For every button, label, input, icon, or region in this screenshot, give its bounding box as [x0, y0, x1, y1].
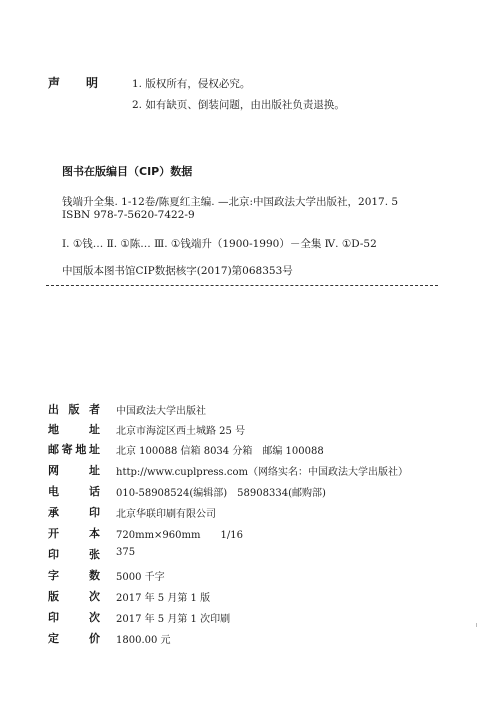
info-label: 邮 寄 地 址 — [48, 443, 100, 456]
margin-mark — [476, 623, 477, 627]
info-value: 北京华联印刷有限公司 — [116, 509, 216, 520]
info-label: 开 本 — [48, 527, 100, 540]
info-label: 承 印 — [48, 506, 100, 519]
cip-line-1: 钱端升全集. 1-12卷/陈夏红主编. —北京:中国政法大学出版社，2017. 5 — [62, 196, 399, 208]
info-value: http://www.cuplpress.com（网络实名：中国政法大学出版社） — [116, 467, 408, 478]
info-value: 375 — [116, 547, 136, 558]
declaration-label-right: 明 — [86, 76, 99, 90]
info-row-price — [48, 630, 468, 646]
declaration-item-1: 1. 版权所有，侵权必究。 — [132, 78, 251, 90]
info-row-publisher — [48, 401, 468, 417]
info-label: 出 版 者 — [48, 403, 100, 416]
declaration-label — [48, 74, 98, 91]
info-row-format — [48, 525, 468, 541]
info-value: 5000 千字 — [116, 572, 165, 583]
info-row-address — [48, 421, 468, 437]
info-row-edition — [48, 588, 468, 604]
info-label: 电 话 — [48, 485, 100, 498]
info-value: 中国政法大学出版社 — [116, 406, 206, 417]
info-label: 印 次 — [48, 611, 100, 624]
info-label: 网 址 — [48, 464, 100, 477]
cip-isbn: ISBN 978-7-5620-7422-9 — [62, 209, 195, 221]
info-label: 印 张 — [48, 548, 100, 561]
info-label: 地 址 — [48, 423, 100, 436]
cip-title: 图书在版编目（CIP）数据 — [62, 165, 193, 178]
declaration-label-left: 声 — [48, 76, 61, 90]
info-row-mailing-address — [48, 441, 468, 457]
cip-classification: Ⅰ. ①钱… Ⅱ. ①陈… Ⅲ. ①钱端升（1900-1990）－全集 Ⅳ. ①D-52 — [62, 238, 377, 250]
info-label: 字 数 — [48, 569, 100, 582]
info-value: 北京市海淀区西土城路 25 号 — [116, 426, 246, 437]
info-value: 2017 年 5 月第 1 版 — [116, 593, 211, 604]
declaration-item-2: 2. 如有缺页、倒装问题，由出版社负责退换。 — [132, 99, 345, 111]
info-value: 2017 年 5 月第 1 次印刷 — [116, 614, 231, 625]
dashed-divider — [46, 285, 438, 286]
info-label: 版 次 — [48, 590, 100, 603]
info-value: 1800.00 元 — [116, 635, 171, 646]
info-row-sheets — [48, 546, 468, 562]
info-value: 010-58908524(编辑部) 58908334(邮购部) — [116, 488, 326, 499]
info-row-website — [48, 462, 468, 478]
info-value: 北京 100088 信箱 8034 分箱 邮编 100088 — [116, 446, 324, 457]
info-row-phone — [48, 483, 468, 499]
info-row-printing — [48, 609, 468, 625]
info-label: 定 价 — [48, 632, 100, 645]
cip-record-number: 中国版本图书馆CIP数据核字(2017)第068353号 — [62, 265, 293, 277]
info-value: 720mm×960mm 1/16 — [116, 530, 243, 541]
info-row-word-count — [48, 567, 468, 583]
info-row-printer — [48, 504, 468, 520]
